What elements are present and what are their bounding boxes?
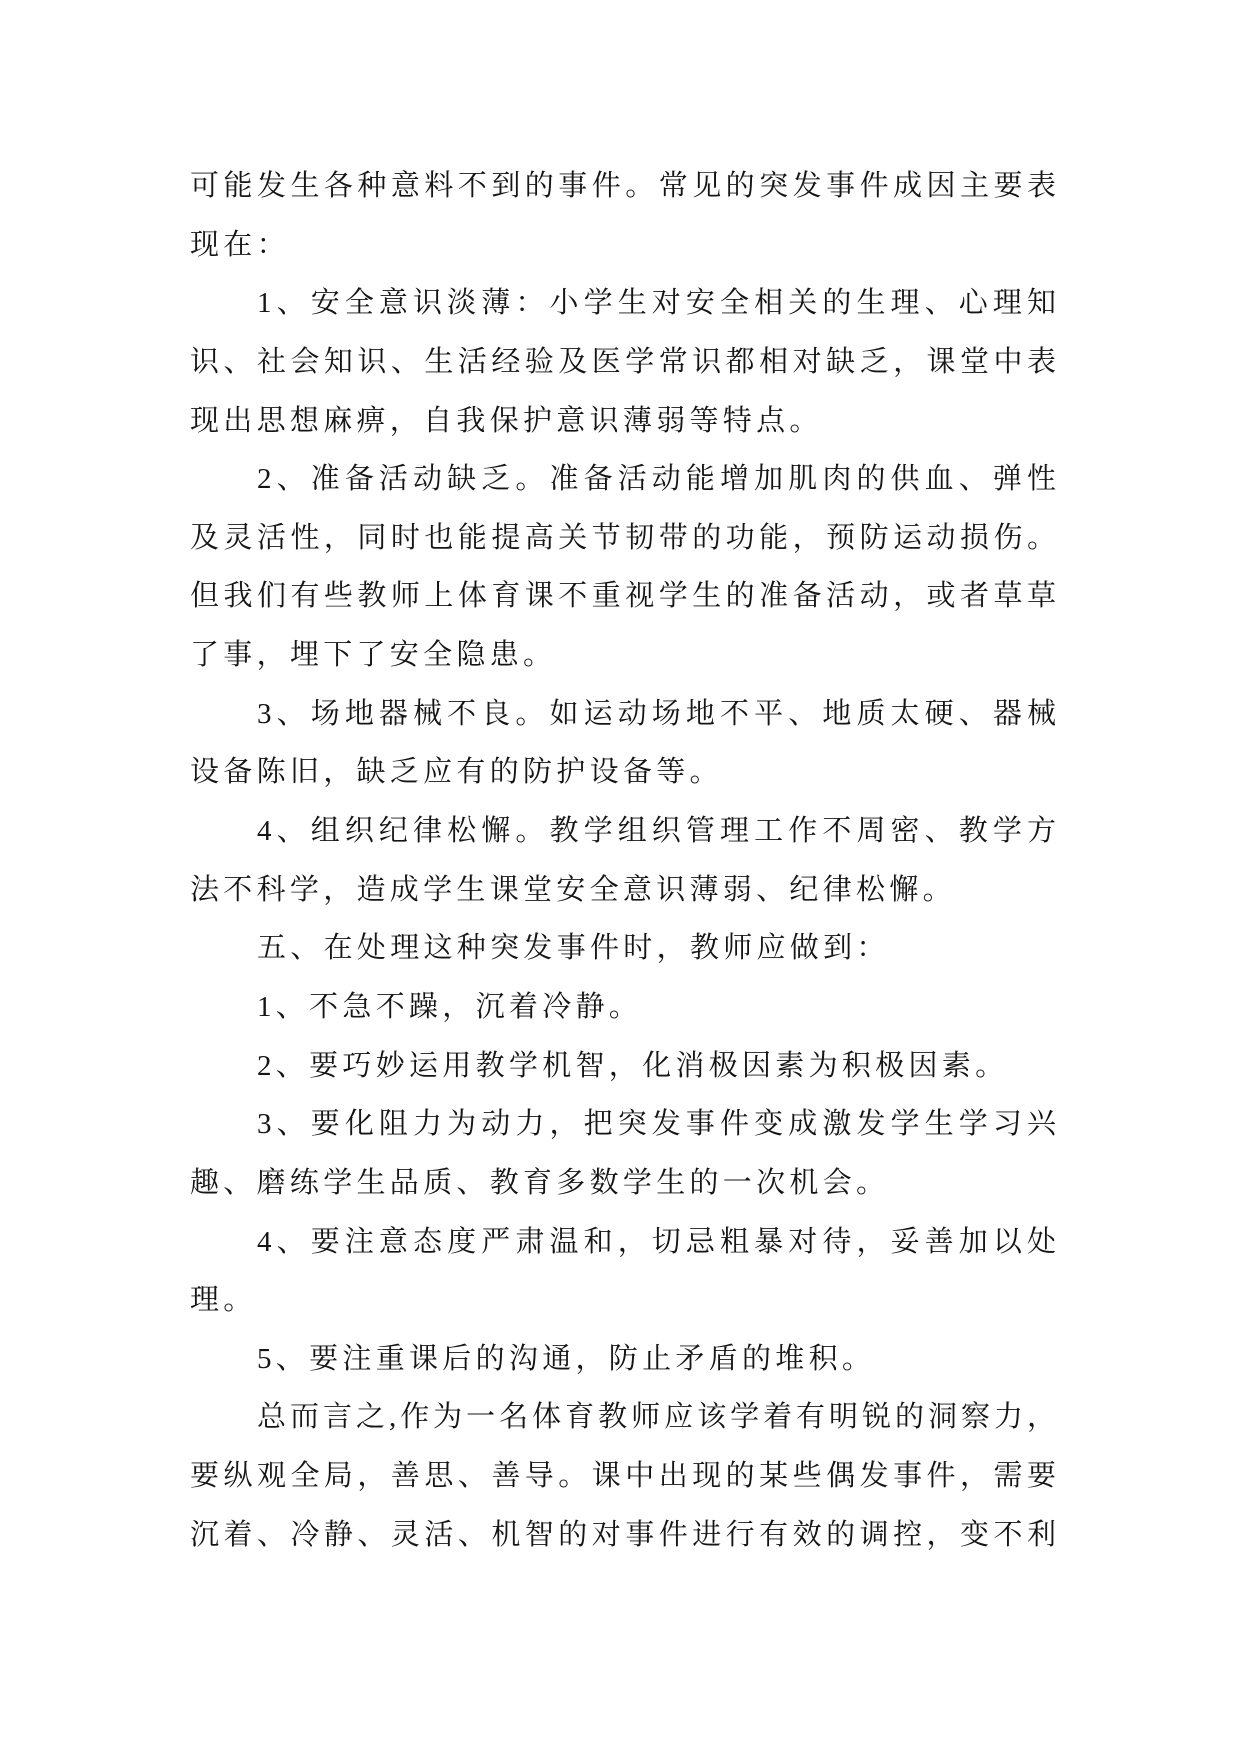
section-heading-five <box>190 919 1056 978</box>
text-line: 5、要注重课后的沟通，防止矛盾的堆积。 <box>257 1342 876 1375</box>
text-line: 五、在处理这种突发事件时，教师应做到： <box>257 932 890 965</box>
text-line: 3、场地器械不良。如运动场地不平、地质太硬、器械 <box>257 697 1056 730</box>
text-line: 了事，埋下了安全隐患。 <box>190 639 557 672</box>
text-line: 总而言之,作为一名体育教师应该学着有明锐的洞察力， <box>257 1401 1056 1434</box>
paragraph-measure-4 <box>190 1213 1056 1330</box>
text-line: 2、准备活动缺乏。准备活动能增加肌肉的供血、弹性 <box>257 463 1056 496</box>
text-line: 设备陈旧，缺乏应有的防护设备等。 <box>190 756 723 789</box>
paragraph-measure-5 <box>190 1330 1056 1389</box>
paragraph-measure-3 <box>190 1095 1056 1212</box>
paragraph-cause-1 <box>190 274 1056 450</box>
text-line: 可能发生各种意料不到的事件。常见的突发事件成因主要表 <box>190 170 1056 202</box>
text-line: 及灵活性，同时也能提高关节韧带的功能，预防运动损伤。 <box>190 521 1056 554</box>
body-text <box>190 157 1056 1564</box>
text-line: 2、要巧妙运用教学机智，化消极因素为积极因素。 <box>257 1049 1009 1082</box>
paragraph-cause-3 <box>190 685 1056 802</box>
text-line: 但我们有些教师上体育课不重视学生的准备活动，或者草草 <box>190 580 1056 613</box>
paragraph-cause-4 <box>190 802 1056 919</box>
paragraph-measure-2 <box>190 1037 1056 1096</box>
text-line: 现在： <box>190 228 290 261</box>
text-line: 趣、磨练学生品质、教育多数学生的一次机会。 <box>190 1166 890 1199</box>
text-line: 法不科学，造成学生课堂安全意识薄弱、纪律松懈。 <box>190 873 956 906</box>
text-line: 1、安全意识淡薄：小学生对安全相关的生理、心理知 <box>257 287 1056 320</box>
text-line: 要纵观全局，善思、善导。课中出现的某些偶发事件，需要 <box>190 1460 1056 1493</box>
text-line: 4、组织纪律松懈。教学组织管理工作不周密、教学方 <box>257 815 1056 848</box>
paragraph-cause-2 <box>190 450 1056 685</box>
text-line: 1、不急不躁，沉着冷静。 <box>257 990 643 1023</box>
text-line: 理。 <box>190 1284 257 1317</box>
text-line: 3、要化阻力为动力，把突发事件变成激发学生学习兴 <box>257 1108 1056 1141</box>
paragraph-measure-1 <box>190 978 1056 1037</box>
text-line: 现出思想麻痹，自我保护意识薄弱等特点。 <box>190 404 823 437</box>
paragraph-conclusion <box>190 1388 1056 1564</box>
paragraph-continued <box>190 157 1056 274</box>
text-line: 识、社会知识、生活经验及医学常识都相对缺乏，课堂中表 <box>190 345 1056 378</box>
text-line: 沉着、冷静、灵活、机智的对事件进行有效的调控，变不利 <box>190 1518 1056 1551</box>
text-line: 4、要注意态度严肃温和，切忌粗暴对待，妥善加以处 <box>257 1225 1056 1258</box>
